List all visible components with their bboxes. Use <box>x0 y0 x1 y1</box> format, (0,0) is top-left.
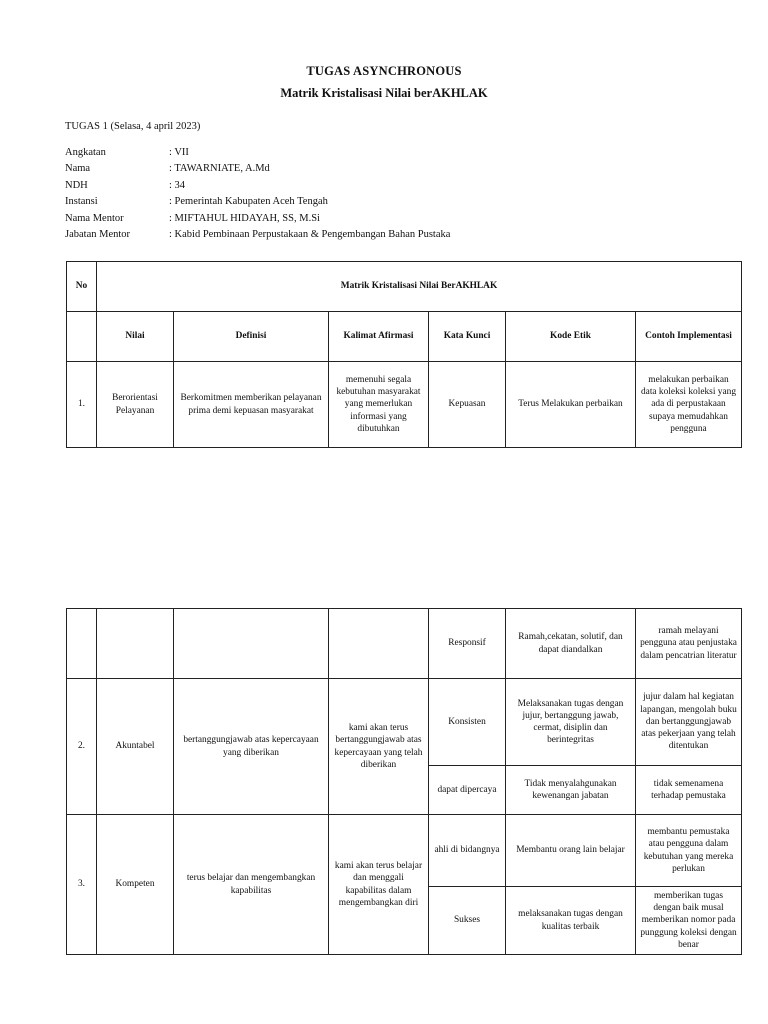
row-kode-etik: Tidak menyalahgunakan kewenangan jabatan <box>506 766 636 815</box>
row-no: 2. <box>67 679 97 815</box>
table-row <box>67 679 742 766</box>
table-row <box>67 609 742 679</box>
empty-header-cell <box>67 312 97 362</box>
matrix-table-top <box>66 261 742 448</box>
document-subtitle: Matrik Kristalisasi Nilai berAKHLAK <box>280 86 488 100</box>
header-definisi: Definisi <box>174 312 329 362</box>
row-kata-kunci: Responsif <box>429 609 506 679</box>
row-kode-etik: Membantu orang lain belajar <box>506 815 636 887</box>
row-kata-kunci: dapat dipercaya <box>429 766 506 815</box>
row-kata-kunci: Kepuasan <box>429 362 506 448</box>
row-kode-etik: Terus Melakukan perbaikan <box>506 362 636 448</box>
table-title-row <box>67 262 742 312</box>
empty-cell <box>329 609 429 679</box>
row-kata-kunci: ahli di bidangnya <box>429 815 506 887</box>
row-definisi: terus belajar dan mengembangkan kapabilitas <box>174 815 329 955</box>
col-no-header: No <box>67 262 97 312</box>
info-value: : TAWARNIATE, A.Md <box>169 163 270 175</box>
row-contoh: membantu pemustaka atau pengguna dalam kebutuhan yang mereka perlukan <box>636 815 742 887</box>
matrix-title-cell: Matrik Kristalisasi Nilai BerAKHLAK <box>97 262 742 312</box>
row-kode-etik: Ramah,cekatan, solutif, dan dapat diandalkan <box>506 609 636 679</box>
info-value: : Kabid Pembinaan Perpustakaan & Pengembangan Bahan Pustaka <box>169 228 451 240</box>
info-row-nama <box>65 161 450 177</box>
table-row <box>67 815 742 887</box>
row-kode-etik: Melaksanakan tugas dengan jujur, bertanggung jawab, cermat, disiplin dan berintegritas <box>506 679 636 766</box>
info-label: Nama <box>65 163 91 175</box>
info-value: : VII <box>169 147 189 158</box>
header-nilai: Nilai <box>97 312 174 362</box>
assignment-label: TUGAS 1 (Selasa, 4 april 2023) <box>65 121 201 132</box>
header-kata-kunci: Kata Kunci <box>429 312 506 362</box>
row-kode-etik: melaksanakan tugas dengan kualitas terbaik <box>506 887 636 955</box>
row-kata-kunci: Sukses <box>429 887 506 955</box>
row-contoh: tidak semenamena terhadap pemustaka <box>636 766 742 815</box>
info-label: Instansi <box>65 196 98 208</box>
row-kata-kunci: Konsisten <box>429 679 506 766</box>
header-kode-etik: Kode Etik <box>506 312 636 362</box>
info-label: Angkatan <box>65 147 106 158</box>
row-nilai: Berorientasi Pelayanan <box>97 362 174 448</box>
row-contoh: ramah melayani pengguna atau penjustaka dalam pencatrian literatur <box>636 609 742 679</box>
empty-cell <box>174 609 329 679</box>
row-contoh: jujur dalam hal kegiatan lapangan, mengolah buku dan bertanggungjawab atas pekerjaan yang telah ditentukan <box>636 679 742 766</box>
info-label: Jabatan Mentor <box>65 228 131 240</box>
row-definisi: bertanggungjawab atas kepercayaan yang diberikan <box>174 679 329 815</box>
info-value: : MIFTAHUL HIDAYAH, SS, M.Si <box>169 212 320 224</box>
identity-info <box>65 145 450 243</box>
row-no: 1. <box>67 362 97 448</box>
info-label: Nama Mentor <box>65 212 124 224</box>
matrix-table-bottom <box>66 608 742 955</box>
info-row-mentor <box>65 211 450 227</box>
header-kalimat-afirmasi: Kalimat Afirmasi <box>329 312 429 362</box>
info-row-ndh <box>65 178 450 194</box>
info-row-instansi <box>65 194 450 210</box>
info-value: : Pemerintah Kabupaten Aceh Tengah <box>169 196 328 208</box>
row-nilai: Kompeten <box>97 815 174 955</box>
row-no: 3. <box>67 815 97 955</box>
row-contoh: melakukan perbaikan data koleksi koleksi yang ada di perpustakaan supaya memudahkan pengguna <box>636 362 742 448</box>
header-contoh-implementasi: Contoh Implementasi <box>636 312 742 362</box>
row-afirmasi: kami akan terus belajar dan menggali kapabilitas dalam mengembangkan diri <box>329 815 429 955</box>
info-label: NDH <box>65 179 88 191</box>
table-header-row <box>67 312 742 362</box>
row-afirmasi: kami akan terus bertanggungjawab atas kepercayaan yang telah diberikan <box>329 679 429 815</box>
empty-cell <box>67 609 97 679</box>
row-nilai: Akuntabel <box>97 679 174 815</box>
info-row-angkatan <box>65 145 450 161</box>
table-row <box>67 362 742 448</box>
info-row-jabatan-mentor <box>65 227 450 243</box>
row-definisi: Berkomitmen memberikan pelayanan prima demi kepuasan masyarakat <box>174 362 329 448</box>
row-afirmasi: memenuhi segala kebutuhan masyarakat yang memerlukan informasi yang dibutuhkan <box>329 362 429 448</box>
info-value: : 34 <box>169 179 186 191</box>
row-contoh: memberikan tugas dengan baik musal memberikan nomor pada punggung koleksi dengan benar <box>636 887 742 955</box>
empty-cell <box>97 609 174 679</box>
document-title: TUGAS ASYNCHRONOUS <box>306 64 462 78</box>
